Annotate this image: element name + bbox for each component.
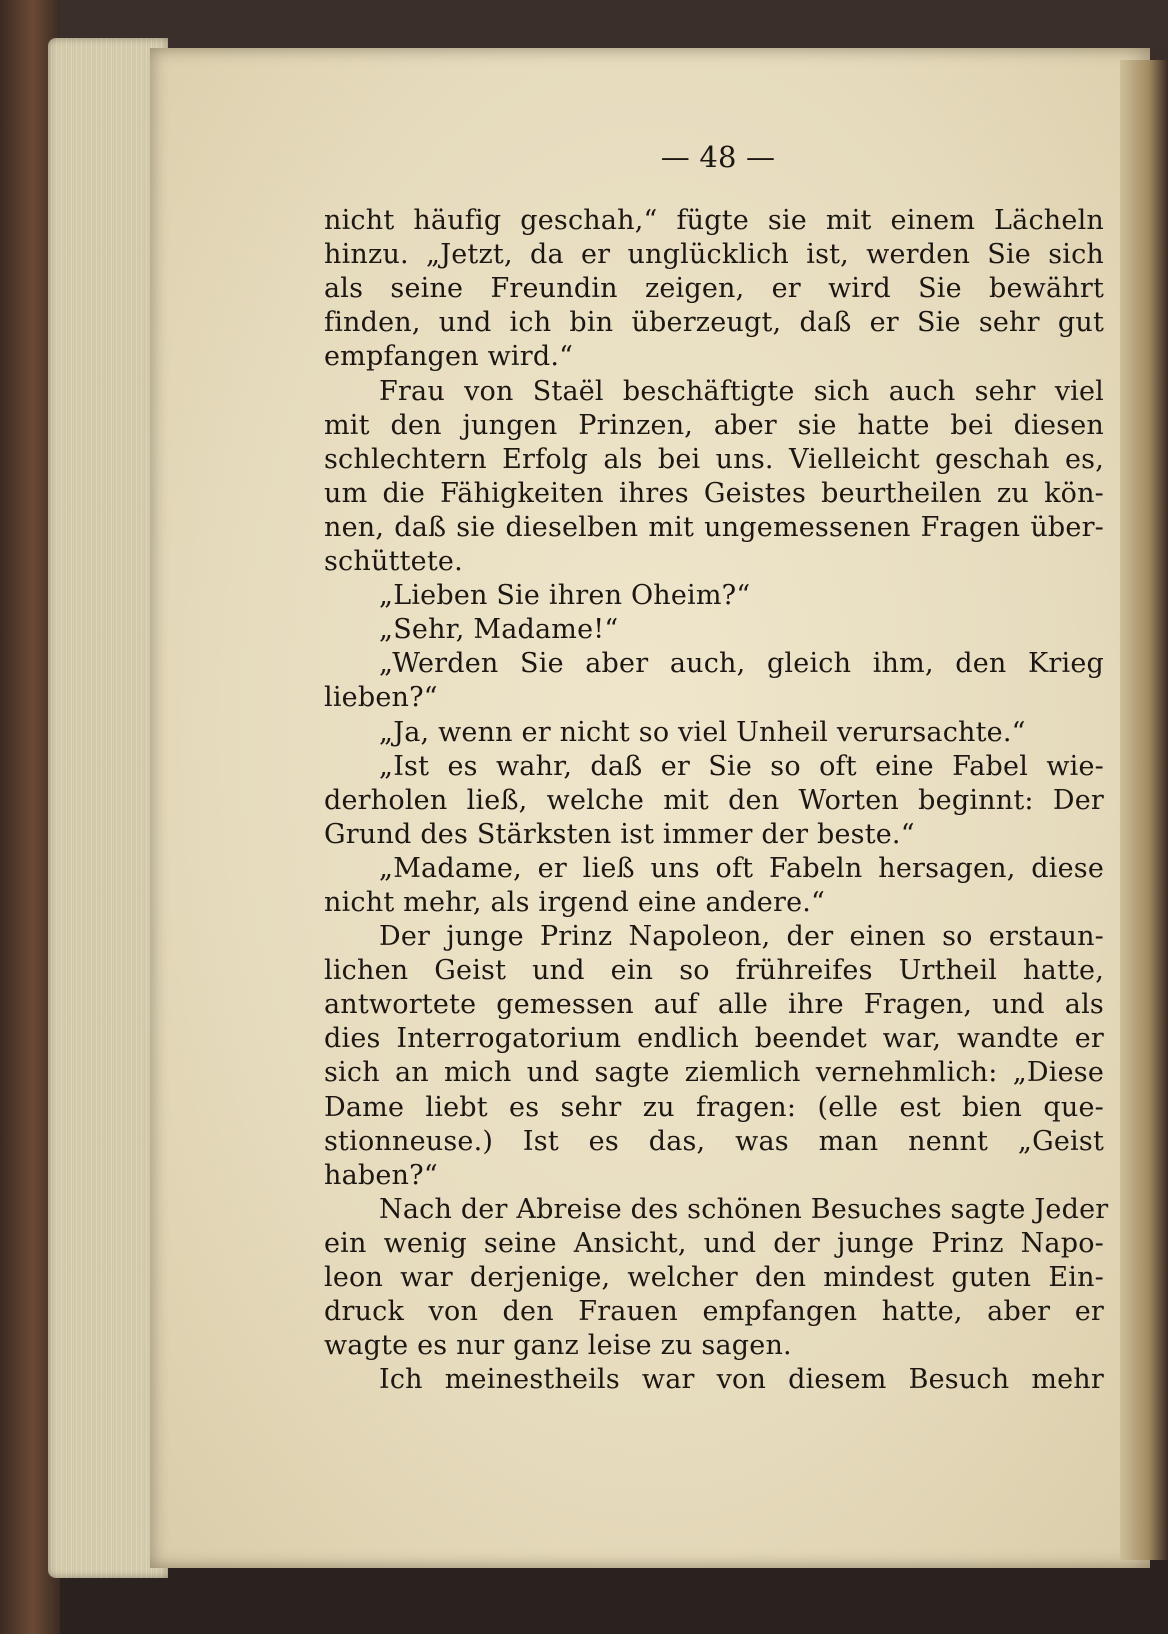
text-line: Ich meinestheils war von diesem Besuch mehr	[379, 1364, 1104, 1396]
text-line: nicht häufig geschah,“ fügte sie mit einem Lächeln	[324, 205, 1104, 237]
text-line: Nach der Abreise des schönen Besuches sagte Jeder	[379, 1193, 1109, 1225]
text-line: schlechtern Erfolg als bei uns. Vielleicht geschah es,	[324, 443, 1104, 475]
text-line: ein wenig seine Ansicht, und der junge Prinz Napo-	[324, 1227, 1104, 1259]
text-line: als seine Freundin zeigen, er wird Sie bewährt	[324, 273, 1104, 305]
text-line: schüttete.	[324, 546, 463, 578]
text-line: sich an mich und sagte ziemlich vernehmlich: „Diese	[324, 1057, 1104, 1089]
text-line: derholen ließ, welche mit den Worten beginnt: Der	[324, 784, 1104, 816]
page-number: — 48 —	[660, 140, 776, 174]
text-line: haben?“	[324, 1159, 438, 1191]
text-line: um die Fähigkeiten ihres Geistes beurtheilen zu kön-	[324, 477, 1104, 509]
text-line: Grund des Stärksten ist immer der beste.“	[324, 818, 915, 850]
text-line: stionneuse.) Ist es das, was man nennt „Geist	[324, 1125, 1104, 1157]
text-line: „Ja, wenn er nicht so viel Unheil verursachte.“	[379, 716, 1026, 748]
text-line: „Ist es wahr, daß er Sie so oft eine Fabel wie-	[379, 750, 1104, 782]
page-text	[324, 140, 1109, 1397]
text-line: lichen Geist und ein so frühreifes Urtheil hatte,	[324, 955, 1104, 987]
text-line: „Lieben Sie ihren Oheim?“	[379, 580, 751, 612]
text-line: druck von den Frauen empfangen hatte, aber er	[324, 1296, 1104, 1328]
text-line: hinzu. „Jetzt, da er unglücklich ist, werden Sie sich	[324, 239, 1104, 271]
text-line: Der junge Prinz Napoleon, der einen so erstaun-	[379, 921, 1104, 953]
page-gutter	[1120, 60, 1168, 1560]
text-line: leon war derjenige, welcher den mindest guten Ein-	[324, 1262, 1104, 1293]
text-line: antwortete gemessen auf alle ihre Fragen, und als	[324, 989, 1104, 1021]
text-line: lieben?“	[324, 682, 438, 714]
text-line: Dame liebt es sehr zu fragen: (elle est bien que-	[324, 1091, 1104, 1123]
text-line: wagte es nur ganz leise zu sagen.	[324, 1330, 792, 1362]
text-line: mit den jungen Prinzen, aber sie hatte bei diesen	[324, 409, 1104, 441]
text-line: empfangen wird.“	[324, 341, 574, 373]
text-line: Frau von Staël beschäftigte sich auch sehr viel	[379, 375, 1104, 407]
text-line: „Madame, er ließ uns oft Fabeln hersagen, diese	[379, 852, 1104, 884]
text-lines	[324, 204, 1109, 1397]
text-line: „Sehr, Madame!“	[379, 614, 619, 646]
text-line: „Werden Sie aber auch, gleich ihm, den Krieg	[379, 648, 1104, 680]
text-line: nicht mehr, als irgend eine andere.“	[324, 886, 826, 918]
text-line: dies Interrogatorium endlich beendet war, wandte er	[324, 1023, 1104, 1055]
text-line: nen, daß sie dieselben mit ungemessenen Fragen über-	[324, 511, 1104, 543]
text-line: finden, und ich bin überzeugt, daß er Sie sehr gut	[324, 307, 1104, 339]
